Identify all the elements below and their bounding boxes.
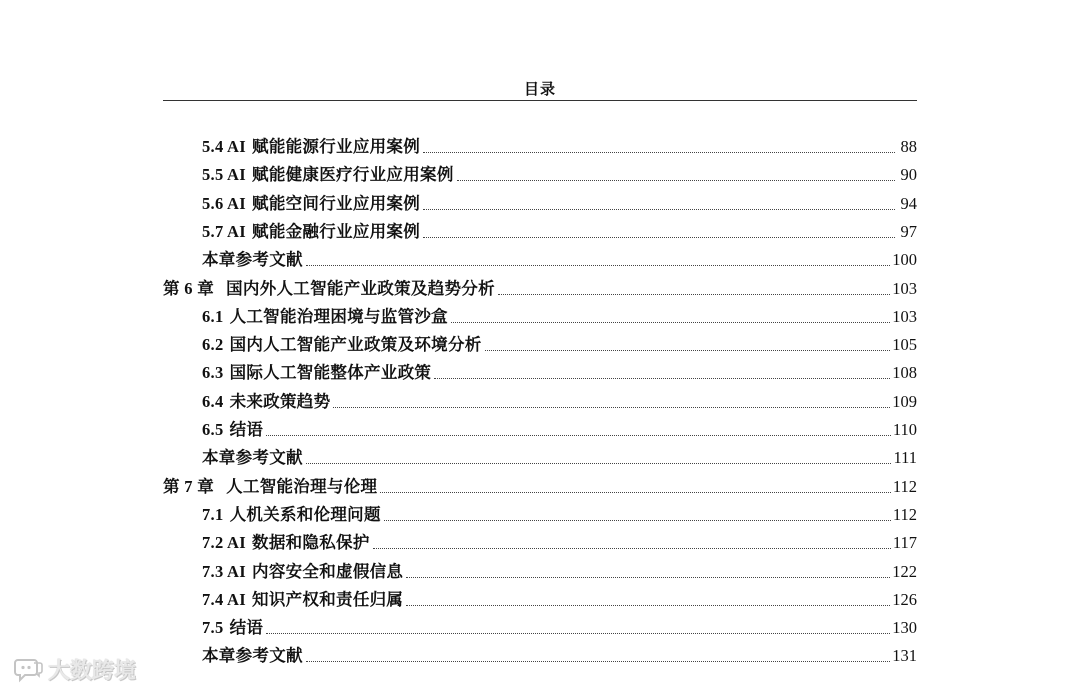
toc-dot-leader [406, 577, 890, 578]
toc-section-entry[interactable] [202, 583, 917, 611]
toc-entry-number: 7.4 AI [202, 589, 246, 609]
toc-section-entry[interactable] [202, 130, 917, 158]
toc-entry-number: 7.1 [202, 504, 224, 524]
toc-entry-label [202, 306, 448, 328]
header-divider [163, 100, 917, 101]
toc-entry-number: 6.3 [202, 363, 224, 383]
toc-section-entry[interactable] [202, 611, 917, 639]
watermark-text: 大数跨境 [48, 659, 137, 684]
toc-entry-label [202, 164, 454, 186]
toc-entry-title: 人工智能治理与伦理 [226, 476, 378, 496]
toc-entry-title: 赋能健康医疗行业应用案例 [252, 165, 454, 185]
chat-bubble-icon [14, 657, 44, 683]
toc-dot-leader [423, 209, 895, 210]
toc-entry-label [202, 362, 431, 384]
toc-page-number: 112 [892, 476, 917, 496]
toc-dot-leader [333, 407, 890, 408]
toc-entry-label [163, 476, 377, 498]
toc-entry-title: 赋能金融行业应用案例 [252, 221, 421, 241]
toc-dot-leader [306, 265, 890, 266]
toc-entry-label [202, 645, 303, 667]
toc-entry-number: 6.2 [202, 335, 224, 355]
toc-entry-number: 5.5 AI [202, 165, 246, 185]
toc-dot-leader [266, 633, 890, 634]
toc-page-number: 88 [900, 137, 917, 156]
toc-page-number: 122 [892, 561, 917, 581]
toc-entry-number: 7.5 [202, 618, 224, 638]
toc-page-number: 126 [892, 589, 917, 609]
toc-entry-title: 赋能空间行业应用案例 [252, 193, 421, 213]
toc-page-number: 94 [900, 193, 917, 213]
toc-section-entry[interactable] [202, 243, 917, 271]
toc-entry-number: 6.5 [202, 420, 224, 439]
toc-entry-number: 第 7 章 [163, 476, 214, 496]
toc-dot-leader [423, 152, 895, 153]
toc-section-entry[interactable] [202, 300, 917, 328]
toc-dot-leader [457, 180, 895, 181]
toc-page-number: 105 [892, 335, 917, 355]
toc-dot-leader [434, 378, 890, 379]
toc-page-number: 109 [892, 391, 917, 411]
toc-dot-leader [380, 492, 891, 493]
toc-entry-label [202, 617, 263, 639]
toc-dot-leader [306, 661, 890, 662]
toc-dot-leader [498, 294, 890, 295]
toc-entry-number: 6.1 [202, 306, 224, 326]
toc-entry-number: 第 6 章 [163, 278, 214, 298]
toc-entry-label [202, 419, 263, 441]
toc-entry-title: 数据和隐私保护 [252, 533, 370, 553]
toc-page-number: 103 [892, 306, 917, 326]
toc-dot-leader [406, 605, 890, 606]
toc-entry-label [202, 561, 403, 583]
toc-page-number: 97 [900, 221, 917, 241]
toc-entry-number: 5.7 AI [202, 221, 246, 241]
toc-page-number: 112 [892, 504, 917, 524]
toc-chapter-entry[interactable] [163, 470, 917, 498]
toc-page-number: 103 [892, 278, 917, 298]
toc-entry-title: 知识产权和责任归属 [252, 589, 404, 609]
toc-section-entry[interactable] [202, 441, 917, 469]
toc-entry-label [202, 221, 420, 243]
toc-entry-title: 结语 [229, 420, 264, 439]
toc-section-entry[interactable] [202, 498, 917, 526]
toc-entry-title: 内容安全和虚假信息 [252, 561, 404, 581]
toc-entry-label [202, 136, 420, 158]
toc-dot-leader [485, 350, 891, 351]
toc-entry-title: 赋能能源行业应用案例 [252, 137, 421, 156]
toc-section-entry[interactable] [202, 555, 917, 583]
toc-entry-title: 国内人工智能产业政策及环境分析 [229, 335, 482, 355]
toc-page-number: 111 [893, 448, 917, 468]
toc-entry-label [163, 278, 495, 300]
toc-entry-title: 国际人工智能整体产业政策 [229, 363, 432, 383]
watermark [14, 654, 136, 685]
toc-entry-label [202, 249, 303, 271]
toc-dot-leader [384, 520, 891, 521]
toc-entry-title: 本章参考文献 [202, 448, 303, 468]
toc-entry-number: 7.2 AI [202, 533, 246, 553]
toc-page-number: 117 [892, 533, 917, 553]
toc-entry-label [202, 504, 381, 526]
toc-entry-number: 5.6 AI [202, 193, 246, 213]
toc-entry-number: 6.4 [202, 391, 224, 411]
toc-entry-title: 人机关系和伦理问题 [229, 504, 381, 524]
toc-entry-title: 本章参考文献 [202, 646, 303, 666]
toc-entry-number: 7.3 AI [202, 561, 246, 581]
toc-dot-leader [423, 237, 895, 238]
toc-section-entry[interactable] [202, 328, 917, 356]
toc-section-entry[interactable] [202, 215, 917, 243]
toc-section-entry[interactable] [202, 187, 917, 215]
toc-page-number: 108 [892, 363, 917, 383]
toc-entry-title: 结语 [229, 618, 264, 638]
toc-entry-number: 5.4 AI [202, 137, 246, 156]
toc-dot-leader [306, 463, 892, 464]
toc-section-entry[interactable] [202, 639, 917, 667]
toc-dot-leader [266, 435, 891, 436]
toc-entry-title: 未来政策趋势 [229, 391, 331, 411]
toc-entry-title: 人工智能治理困境与监管沙盒 [229, 306, 448, 326]
toc-entry-label [202, 193, 420, 215]
page-title: 目录 [523, 80, 556, 98]
toc-chapter-entry[interactable] [163, 272, 917, 300]
toc-entry-label [202, 447, 303, 469]
toc-page-number: 130 [892, 618, 917, 638]
toc-section-entry[interactable] [202, 413, 917, 441]
toc-page-number: 90 [900, 165, 917, 185]
toc-dot-leader [373, 548, 891, 549]
toc-entry-title: 本章参考文献 [202, 250, 303, 270]
toc-section-entry[interactable] [202, 385, 917, 413]
toc-section-entry[interactable] [202, 526, 917, 554]
toc-page-number: 131 [892, 646, 917, 666]
toc-entry-label [202, 532, 370, 554]
toc-entry-label [202, 589, 403, 611]
toc-entry-label [202, 334, 482, 356]
toc-section-entry[interactable] [202, 158, 917, 186]
toc-entry-title: 国内外人工智能产业政策及趋势分析 [226, 278, 495, 298]
toc-section-entry[interactable] [202, 356, 917, 384]
toc-dot-leader [451, 322, 890, 323]
toc-page-number: 110 [892, 420, 917, 439]
toc-page-number: 100 [892, 250, 917, 270]
toc-entry-label [202, 391, 330, 413]
